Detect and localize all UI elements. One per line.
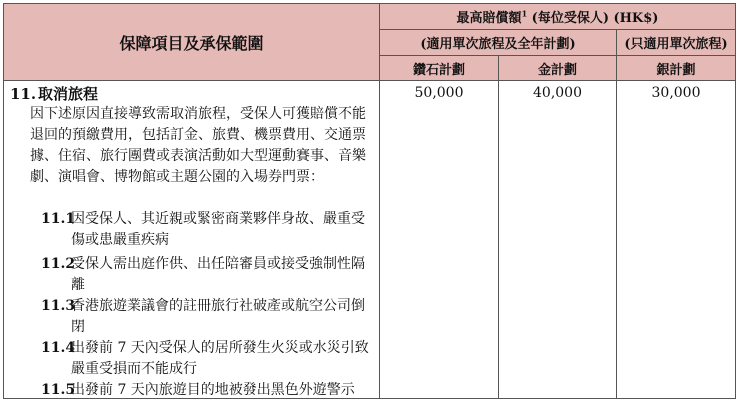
section-title <box>10 83 98 104</box>
list-item <box>41 380 376 401</box>
list-item <box>41 296 376 338</box>
max-compensation-label: 最高賠償額 <box>456 11 522 26</box>
item-text: 出發前 7 天內旅遊目的地被發出黑色外遊警示 <box>71 382 355 398</box>
item-text: 香港旅遊業議會的註冊旅行社破產或航空公司倒閉 <box>71 298 365 335</box>
coverage-header <box>3 3 380 81</box>
item-text: 受保人需出庭作供、出任陪審員或接受強制性隔離 <box>71 256 365 293</box>
diamond-value-cell <box>379 80 499 399</box>
item-number: 11.3 <box>41 298 76 314</box>
section-title-text: 取消旅程 <box>38 85 99 103</box>
list-item <box>41 338 376 380</box>
silver-value: 30,000 <box>651 85 701 101</box>
item-number: 11.5 <box>41 382 76 398</box>
plan-diamond-header <box>379 55 499 81</box>
plan-diamond-label: 鑽石計劃 <box>412 62 465 78</box>
group-single-annual-label: (適用單次旅程及全年計劃) <box>420 37 576 52</box>
plan-gold-header <box>498 55 617 81</box>
silver-value-cell <box>616 80 736 399</box>
section-number: 11. <box>10 85 37 103</box>
item-number: 11.2 <box>41 256 76 272</box>
item-number: 11.1 <box>41 211 76 227</box>
list-item <box>41 254 376 296</box>
item-text: 因受保人、其近親或緊密商業夥伴身故、嚴重受傷或患嚴重疾病 <box>71 211 365 248</box>
max-compensation-header <box>379 3 736 30</box>
item-number: 11.4 <box>41 340 76 356</box>
benefit-table <box>3 3 736 399</box>
gold-value-cell <box>498 80 617 399</box>
list-item <box>41 209 376 251</box>
plan-silver-header <box>616 55 736 81</box>
footnote-marker: 1 <box>521 8 528 19</box>
section-description: 因下述原因直接導致需取消旅程，受保人可獲賠償不能退回的預繳費用，包括訂金、旅費、機票費用、交通票據、住宿、旅行團費或表演活動如大型運動賽事、音樂劇、演唱會、博物館或主題公園的入場券門票： <box>30 106 366 185</box>
group-single-only-label: (只適用單次旅程) <box>624 37 728 52</box>
group-single-only-header <box>616 29 736 56</box>
group-single-annual-header <box>379 29 617 56</box>
diamond-value: 50,000 <box>414 85 464 101</box>
item-text: 出發前 7 天內受保人的居所發生火災或水災引致嚴重受損而不能成行 <box>71 340 369 377</box>
coverage-header-label: 保障項目及承保範圍 <box>119 33 264 53</box>
plan-gold-label: 金計劃 <box>537 62 577 78</box>
max-compensation-suffix: (每位受保人) (HK$) <box>531 11 659 26</box>
gold-value: 40,000 <box>533 85 582 101</box>
plan-silver-label: 銀計劃 <box>656 62 696 78</box>
